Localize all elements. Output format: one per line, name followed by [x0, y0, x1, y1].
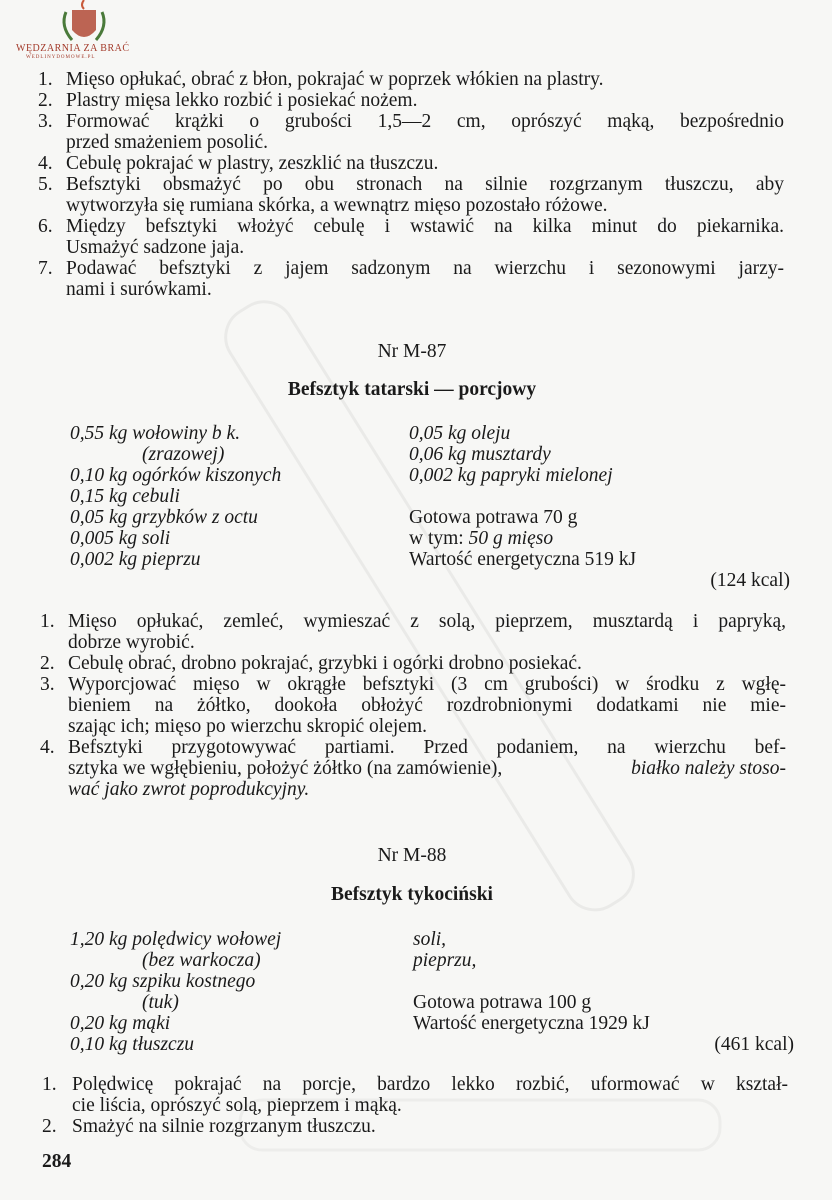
ingredient: 0,20 kg mąki — [70, 1013, 171, 1034]
step-number: 1. — [38, 69, 53, 90]
step-line: Mięso opłukać, zemleć, wymieszać z solą, pieprzem, musztardą i papryką, — [68, 611, 786, 632]
yield: Gotowa potrawa 100 g — [413, 992, 592, 1013]
energy-value: Wartość energetyczna 1929 kJ — [413, 1013, 650, 1034]
step-line: Polędwicę pokrajać na porcje, bardzo lekko rozbić, uformować w kształ- — [72, 1074, 788, 1095]
step-line: przed smażeniem posolić. — [66, 132, 268, 153]
step-number: 2. — [42, 1116, 57, 1137]
page-number: 284 — [42, 1151, 72, 1172]
step-line: bieniem na żółtko, dookoła obłożyć rozdrobnionymi dodatkami nie mie- — [68, 695, 786, 716]
ingredient: 1,20 kg polędwicy wołowej — [70, 929, 282, 950]
step-line: Plastry mięsa lekko rozbić i posiekać nożem. — [66, 90, 418, 111]
step-number: 5. — [38, 174, 53, 195]
step-line: Usmażyć sadzone jaja. — [66, 237, 245, 258]
kcal-value: (461 kcal) — [714, 1034, 794, 1055]
ingredient: 0,002 kg papryki mielonej — [409, 465, 613, 486]
ingredient: 0,06 kg musztardy — [409, 444, 551, 465]
ingredient: 0,005 kg soli — [70, 528, 171, 549]
step-line: wytworzyła się rumiana skórka, a wewnątrz mięso pozostało różowe. — [66, 195, 608, 216]
logo-text-top: WĘDZARNIA ZA BRAĆ — [16, 43, 130, 54]
yield: Gotowa potrawa 70 g — [409, 507, 578, 528]
ingredient: 0,05 kg oleju — [409, 423, 511, 444]
step-line: cie liścia, oprószyć solą, pieprzem i mąką. — [72, 1095, 402, 1116]
ingredient: 0,55 kg wołowiny b k. — [70, 423, 241, 444]
step-line: Smażyć na silnie rozgrzanym tłuszczu. — [72, 1116, 376, 1137]
step-line: dobrze wyrobić. — [68, 632, 195, 653]
ingredient: 0,15 kg cebuli — [70, 486, 180, 507]
ingredient-note: (bez warkocza) — [142, 950, 261, 971]
ingredient-note: (tuk) — [142, 992, 179, 1013]
logo-text-bottom: WEDLINYDOMOWE.PL — [26, 55, 96, 60]
step-number: 1. — [40, 611, 55, 632]
step-number: 4. — [38, 153, 53, 174]
step-line: Befsztyki przygotowywać partiami. Przed podaniem, na wierzchu bef- — [68, 737, 786, 758]
publisher-logo — [14, 0, 134, 62]
step-line: Formować krążki o grubości 1,5—2 cm, oprószyć mąką, bezpośrednio — [66, 111, 784, 132]
step-number: 7. — [38, 258, 53, 279]
ingredient: pieprzu, — [413, 950, 477, 971]
including — [409, 528, 553, 550]
step-line: Cebulę obrać, drobno pokrajać, grzybki i ogórki drobno posiekać. — [68, 653, 582, 674]
kcal-value: (124 kcal) — [710, 570, 790, 591]
step-line: Wyporcjować mięso w okrągłe befsztyki (3 cm grubości) w środku z wgłę- — [68, 674, 786, 695]
recipe-title: Befsztyk tatarski — porcjowy — [287, 379, 537, 400]
crest-icon — [14, 0, 134, 44]
ingredient: soli, — [413, 929, 447, 950]
step-line: nami i surówkami. — [66, 279, 212, 300]
ingredient: 0,10 kg tłuszczu — [70, 1034, 195, 1055]
ingredient: 0,002 kg pieprzu — [70, 549, 201, 570]
step-line: Befsztyki obsmażyć po obu stronach na silnie rozgrzanym tłuszczu, aby — [66, 174, 784, 195]
step-line-part: sztyka we wgłębieniu, położyć żółtko (na zamówienie), — [68, 758, 503, 779]
step-line: szając ich; mięso po wierzchu skropić olejem. — [68, 716, 427, 737]
step-number: 2. — [40, 653, 55, 674]
step-number: 3. — [40, 674, 55, 695]
step-line: wać jako zwrot poprodukcyjny. — [68, 779, 310, 800]
step-line-part-italic: białko należy stoso- — [631, 758, 786, 779]
step-number: 3. — [38, 111, 53, 132]
recipe-number: Nr M-87 — [377, 341, 447, 362]
step-line: Podawać befsztyki z jajem sadzonym na wierzchu i sezonowymi jarzy- — [66, 258, 784, 279]
including-value: 50 g mięso — [468, 528, 554, 549]
step-number: 4. — [40, 737, 55, 758]
step-line: Cebulę pokrajać w plastry, zeszklić na tłuszczu. — [66, 153, 439, 174]
step-number: 2. — [38, 90, 53, 111]
step-line — [68, 758, 786, 780]
ingredient-note: (zrazowej) — [142, 444, 225, 465]
step-line: Mięso opłukać, obrać z błon, pokrajać w poprzek włókien na plastry. — [66, 69, 604, 90]
ingredient: 0,10 kg ogórków kiszonych — [70, 465, 282, 486]
recipe-title: Befsztyk tykociński — [331, 884, 493, 905]
recipe-number: Nr M-88 — [377, 845, 447, 866]
step-line: Między befsztyki włożyć cebulę i wstawić na kilka minut do piekarnika. — [66, 216, 784, 237]
step-number: 6. — [38, 216, 53, 237]
ingredient: 0,20 kg szpiku kostnego — [70, 971, 256, 992]
step-number: 1. — [42, 1074, 57, 1095]
ingredient: 0,05 kg grzybków z octu — [70, 507, 258, 528]
including-label: w tym: — [409, 528, 464, 549]
energy-value: Wartość energetyczna 519 kJ — [409, 549, 637, 570]
